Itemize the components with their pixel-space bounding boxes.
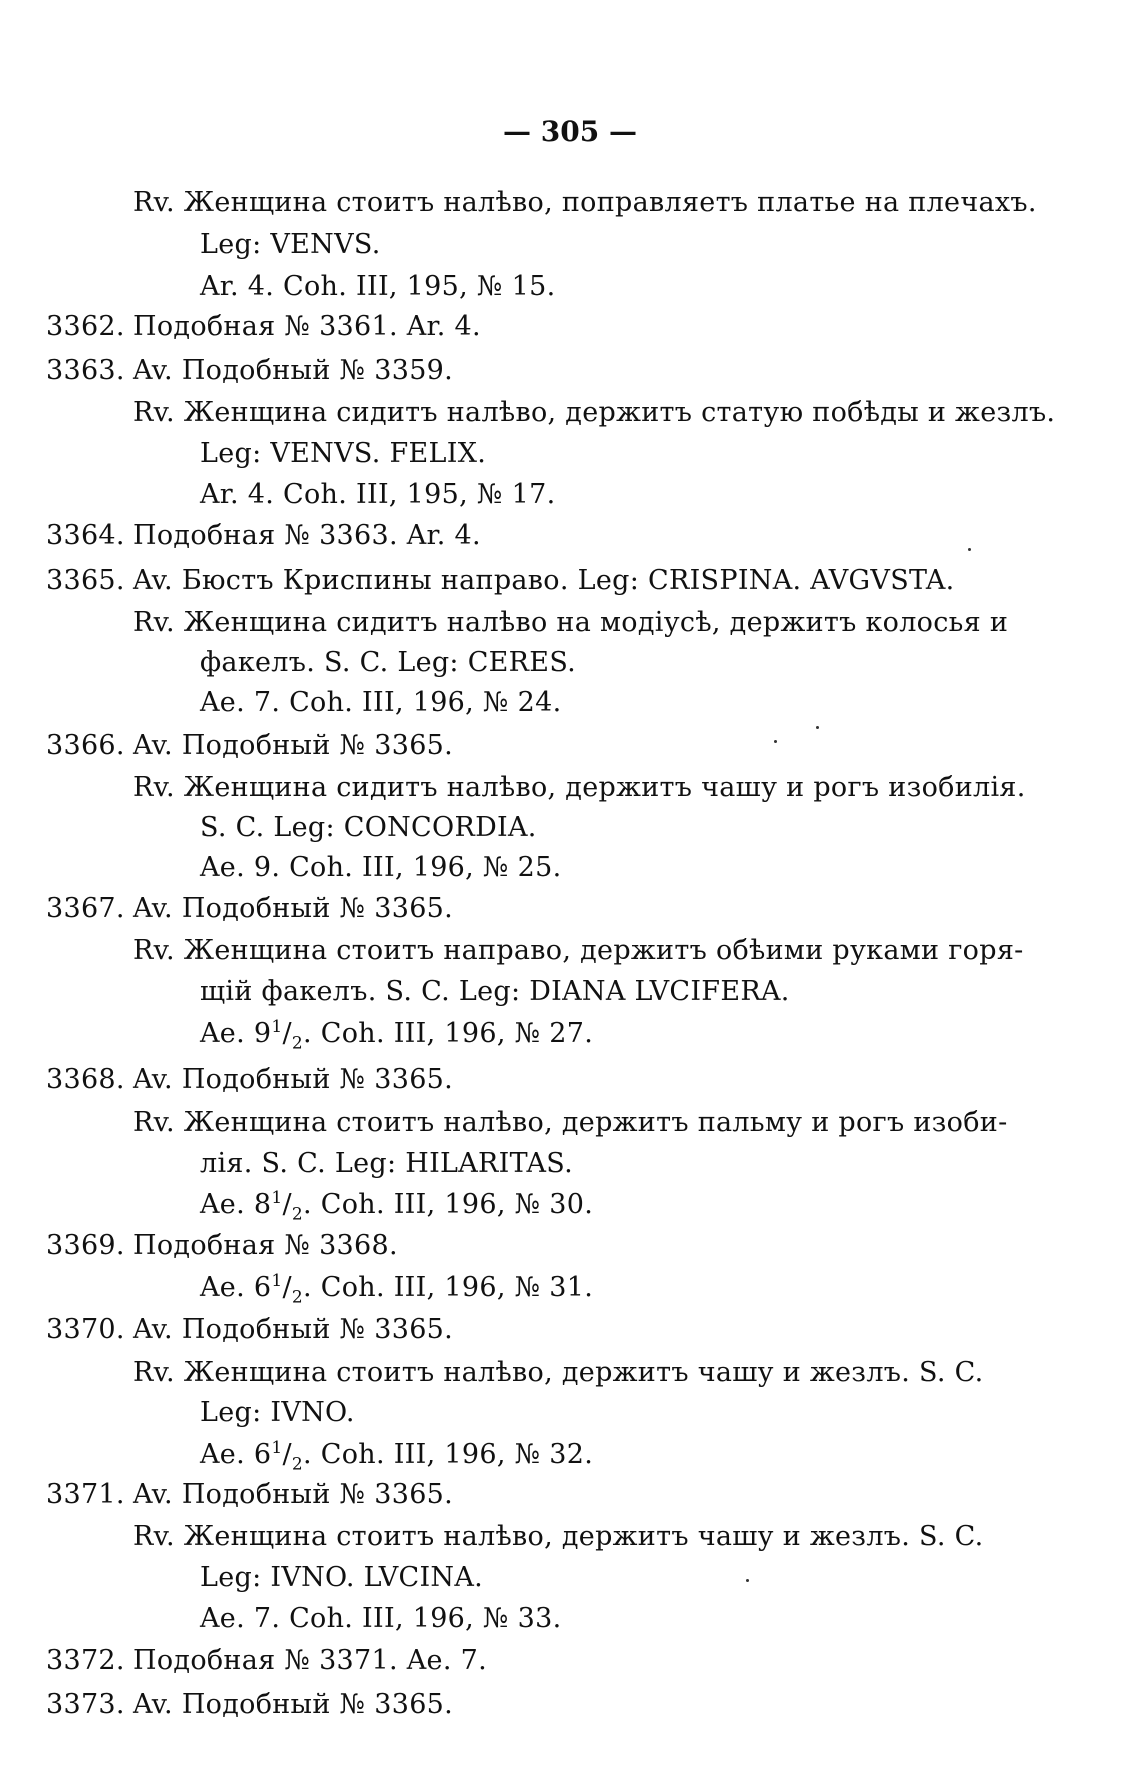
entry-number: 3369. <box>46 1230 125 1261</box>
text-line: Av. Подобный № 3365. <box>133 1064 454 1095</box>
text-line: Leg: IVNO. LVCINA. <box>200 1562 484 1593</box>
paper-speck <box>774 740 777 743</box>
text-line: Av. Подобный № 3365. <box>133 730 454 761</box>
entry-number: 3367. <box>46 893 125 924</box>
entry-number: 3364. <box>46 520 125 551</box>
text-line: Ae. $6^1/_2$. Coh. III, 196, № 32. <box>200 1438 594 1475</box>
text-line: Ar. 4. Coh. III, 195, № 15. <box>200 271 556 302</box>
paper-speck <box>816 726 819 729</box>
text-line: Rv. Женщина стоитъ налѣво, держитъ чашу и жезлъ. S. C. <box>133 1521 984 1552</box>
entry-number: 3368. <box>46 1064 125 1095</box>
entry-number: 3370. <box>46 1314 125 1345</box>
text-line: Rv. Женщина стоитъ налѣво, поправляетъ платье на плечахъ. <box>133 187 1037 218</box>
entry-number: 3373. <box>46 1689 125 1720</box>
entry-number: 3363. <box>46 355 125 386</box>
entry-number: 3366. <box>46 730 125 761</box>
page-number: — 305 — <box>503 115 637 148</box>
text-line: Ae. 7. Coh. III, 196, № 24. <box>200 687 562 718</box>
text-line: щій факелъ. S. C. Leg: DIANA LVCIFERA. <box>200 976 790 1007</box>
text-line: Ae. 9. Coh. III, 196, № 25. <box>200 852 562 883</box>
text-line: Leg: VENVS. FELIX. <box>200 438 487 469</box>
text-line: Rv. Женщина стоитъ налѣво, держитъ пальму и рогъ изоби- <box>133 1107 1008 1138</box>
text-line: Ae. $8^1/_2$. Coh. III, 196, № 30. <box>200 1188 594 1225</box>
entry-number: 3372. <box>46 1645 125 1676</box>
text-line: Av. Подобный № 3365. <box>133 1479 454 1510</box>
paper-speck <box>746 1579 749 1582</box>
text-line: Подобная № 3371. Ae. 7. <box>133 1645 487 1676</box>
text-line: Av. Подобный № 3359. <box>133 355 454 386</box>
text-line: Av. Подобный № 3365. <box>133 893 454 924</box>
text-line: Leg: VENVS. <box>200 229 381 260</box>
entry-number: 3371. <box>46 1479 125 1510</box>
text-line: факелъ. S. C. Leg: CERES. <box>200 647 577 678</box>
entry-number: 3365. <box>46 565 125 596</box>
text-line: Ae. 7. Coh. III, 196, № 33. <box>200 1603 562 1634</box>
text-line: Av. Подобный № 3365. <box>133 1689 454 1720</box>
entry-number: 3362. <box>46 311 125 342</box>
text-line: Ae. $6^1/_2$. Coh. III, 196, № 31. <box>200 1271 594 1308</box>
text-line: Rv. Женщина стоитъ налѣво, держитъ чашу и жезлъ. S. C. <box>133 1357 984 1388</box>
text-line: Ae. $9^1/_2$. Coh. III, 196, № 27. <box>200 1017 594 1054</box>
text-line: Rv. Женщина сидитъ налѣво на модіусѣ, держитъ колосья и <box>133 607 1009 638</box>
text-line: Rv. Женщина сидитъ налѣво, держитъ статую побѣды и жезлъ. <box>133 397 1056 428</box>
text-line: Подобная № 3368. <box>133 1230 398 1261</box>
text-line: Ar. 4. Coh. III, 195, № 17. <box>200 479 556 510</box>
text-line: Leg: IVNO. <box>200 1397 355 1428</box>
text-line: Rv. Женщина сидитъ налѣво, держитъ чашу и рогъ изобилія. <box>133 772 1026 803</box>
text-line: лія. S. C. Leg: HILARITAS. <box>200 1148 573 1179</box>
paper-speck <box>968 548 971 551</box>
text-line: S. C. Leg: CONCORDIA. <box>200 812 537 843</box>
text-line: Подобная № 3361. Ar. 4. <box>133 311 481 342</box>
text-line: Av. Подобный № 3365. <box>133 1314 454 1345</box>
text-line: Подобная № 3363. Ar. 4. <box>133 520 481 551</box>
text-line: Av. Бюстъ Криспины направо. Leg: CRISPINA. AVGVSTA. <box>133 565 955 596</box>
text-line: Rv. Женщина стоитъ направо, держитъ обѣими руками горя- <box>133 935 1024 966</box>
